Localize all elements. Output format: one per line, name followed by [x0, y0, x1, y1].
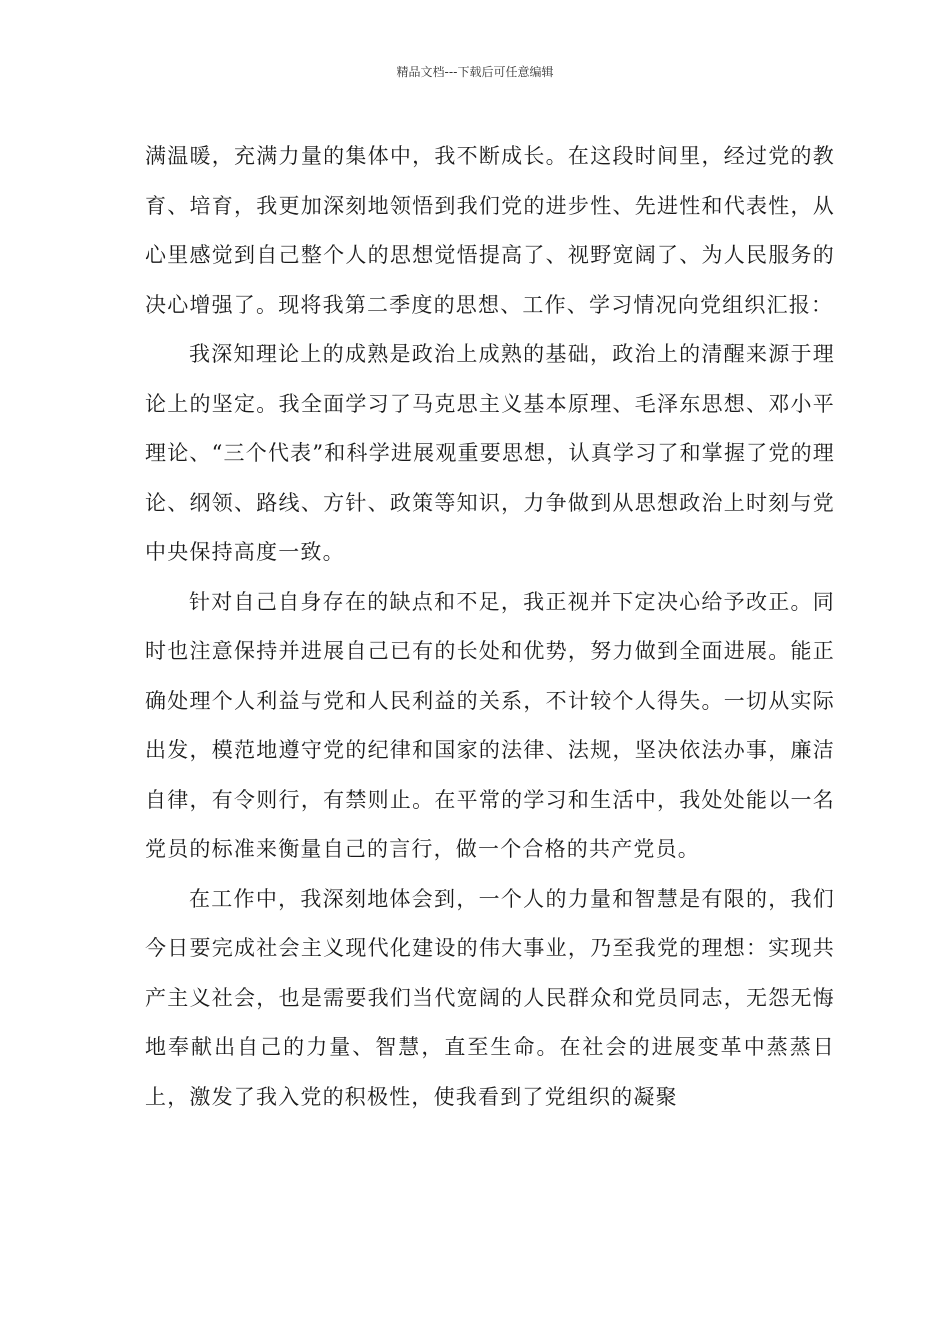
document-body [145, 132, 835, 1122]
paragraph-1: 满温暖，充满力量的集体中，我不断成长。在这段时间里，经过党的教育、培育，我更加深刻地领悟到我们党的进步性、先进性和代表性，从心里感觉到自己整个人的思想觉悟提高了、视野宽阔了、为人民服务的决心增强了。现将我第二季度的思想、工作、学习情况向党组织汇报： [145, 144, 835, 317]
paragraph-2: 我深知理论上的成熟是政治上成熟的基础，政治上的清醒来源于理论上的坚定。我全面学习了马克思主义基本原理、毛泽东思想、邓小平理论、“三个代表”和科学进展观重要思想，认真学习了和掌握了党的理论、纲领、路线、方针、政策等知识，力争做到从思想政治上时刻与党中央保持高度一致。 [145, 342, 835, 564]
page-header: 精品文档---下载后可任意编辑 [396, 65, 554, 79]
paragraph-3: 针对自己自身存在的缺点和不足，我正视并下定决心给予改正。同时也注意保持并进展自己已有的长处和优势，努力做到全面进展。能正确处理个人利益与党和人民利益的关系，不计较个人得失。一切从实际出发，模范地遵守党的纪律和国家的法律、法规，坚决依法办事，廉洁自律，有令则行，有禁则止。在平常的学习和生活中，我处处能以一名党员的标准来衡量自己的言行，做一个合格的共产党员。 [145, 589, 835, 861]
paragraph-4: 在工作中，我深刻地体会到，一个人的力量和智慧是有限的，我们今日要完成社会主义现代化建设的伟大事业，乃至我党的理想：实现共产主义社会，也是需要我们当代宽阔的人民群众和党员同志，无怨无悔地奉献出自己的力量、智慧，直至生命。在社会的进展变革中蒸蒸日上，激发了我入党的积极性，使我看到了党组织的凝聚 [145, 886, 835, 1109]
